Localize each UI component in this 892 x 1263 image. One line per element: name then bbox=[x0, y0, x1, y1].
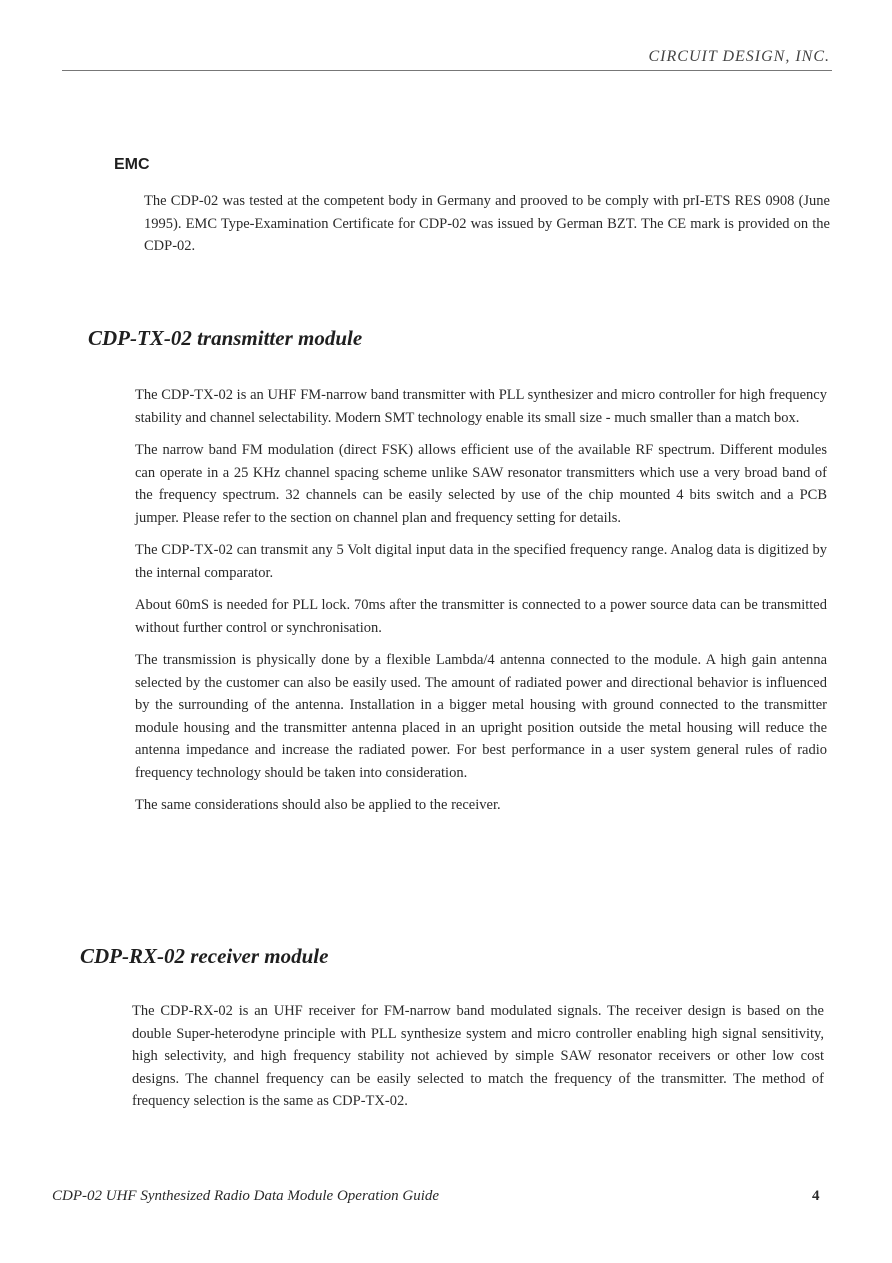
rx-paragraph: The CDP-RX-02 is an UHF receiver for FM-narrow band modulated signals. The receiver design is based on the double Super-heterodyne principle with PLL synthesize system and micro controller enabling high signal sensitivity, high selectivity, and high frequency stability not achieved by simple SAW resonator receivers or other low cost designs. The channel frequency can be easily selected to match the frequency of the transmitter. The method of frequency selection is the same as CDP-TX-02. bbox=[132, 1003, 824, 1109]
page-number: 4 bbox=[812, 1188, 820, 1204]
tx-paragraph-receiver-note: The same considerations should also be applied to the receiver. bbox=[135, 797, 501, 813]
rx-module-heading: CDP-RX-02 receiver module bbox=[80, 944, 329, 968]
header-divider bbox=[62, 70, 832, 71]
emc-paragraph: The CDP-02 was tested at the competent body in Germany and prooved to be comply with prI-ETS RES 0908 (June 1995). EMC Type-Examination Certificate for CDP-02 was issued by German BZT. The CE mark is provided on the CDP-02. bbox=[144, 193, 830, 254]
tx-paragraph-input-data: The CDP-TX-02 can transmit any 5 Volt digital input data in the specified frequency range. Analog data is digitized by the internal comparator. bbox=[135, 542, 827, 581]
header-company-name: CIRCUIT DESIGN, INC. bbox=[648, 48, 830, 65]
tx-paragraph-pll-lock: About 60mS is needed for PLL lock. 70ms after the transmitter is connected to a power source data can be transmitted without further control or synchronisation. bbox=[135, 597, 827, 636]
emc-heading: EMC bbox=[114, 156, 150, 173]
tx-paragraph-antenna: The transmission is physically done by a flexible Lambda/4 antenna connected to the module. A high gain antenna selected by the customer can also be easily used. The amount of radiated power and directional behavior is influenced by the surrounding of the antenna. Installation in a bigger metal housing with ground connected to the transmitter module housing and the transmitter antenna placed in an upright position outside the metal housing will reduce the antenna impedance and increase the radiated power. For best performance in a user system general rules of radio frequency technology should be taken into consideration. bbox=[135, 652, 827, 781]
tx-paragraph-overview: The CDP-TX-02 is an UHF FM-narrow band transmitter with PLL synthesizer and micro controller for high frequency stability and channel selectability. Modern SMT technology enable its small size - much smaller than a match box. bbox=[135, 387, 827, 426]
footer-guide-title: CDP-02 UHF Synthesized Radio Data Module Operation Guide bbox=[52, 1188, 440, 1204]
tx-module-body bbox=[135, 384, 827, 827]
tx-paragraph-modulation: The narrow band FM modulation (direct FSK) allows efficient use of the available RF spectrum. Different modules can operate in a 25 KHz channel spacing scheme unlike SAW resonator transmitters which use a very broad band of the frequency spectrum. 32 channels can be easily selected by use of the chip mounted 4 bits switch and a PCB jumper. Please refer to the section on channel plan and frequency setting for details. bbox=[135, 442, 827, 526]
tx-module-heading: CDP-TX-02 transmitter module bbox=[88, 326, 363, 350]
